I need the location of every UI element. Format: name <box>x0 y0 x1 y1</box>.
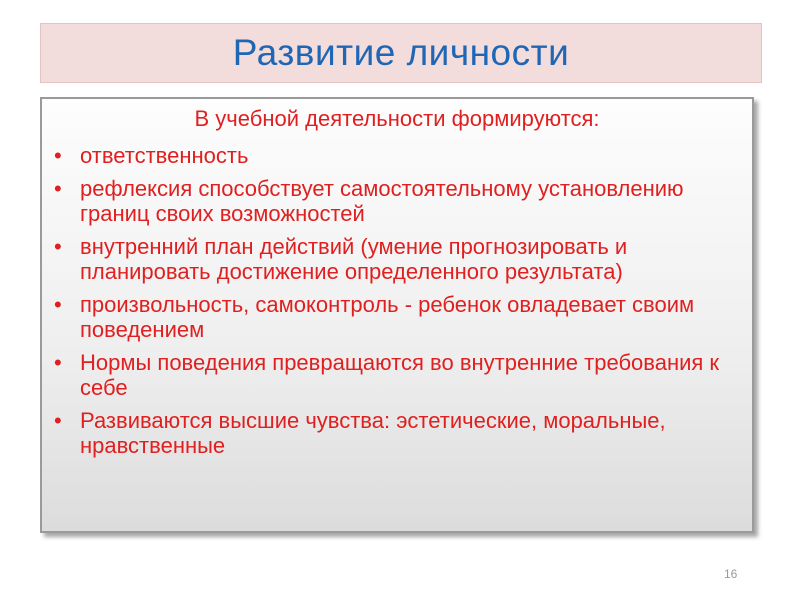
list-item-text: Нормы поведения превращаются во внутренние требования к себе <box>80 350 720 400</box>
bullet-icon: • <box>54 292 62 317</box>
bullet-icon: • <box>54 176 62 201</box>
list-item <box>42 408 752 458</box>
bullet-icon: • <box>54 143 62 168</box>
list-item <box>42 176 752 226</box>
list-item-text: ответственность <box>80 143 249 168</box>
list-item <box>42 143 752 168</box>
list-item-text: рефлексия способствует самостоятельному установлению границ своих возможностей <box>80 176 684 226</box>
slide-title: Развитие личности <box>232 32 570 73</box>
list-item <box>42 350 752 400</box>
content-panel <box>40 97 754 533</box>
list-item-text: внутренний план действий (умение прогнозировать и планировать достижение определенного результата) <box>80 234 628 284</box>
list-item <box>42 234 752 284</box>
list-item-text: Развиваются высшие чувства: эстетические, моральные, нравственные <box>80 408 666 458</box>
bullet-icon: • <box>54 408 62 433</box>
list-item-text: произвольность, самоконтроль - ребенок овладевает своим поведением <box>80 292 695 342</box>
bullet-icon: • <box>54 350 62 375</box>
list-item <box>42 292 752 342</box>
title-banner <box>40 23 762 83</box>
bullet-icon: • <box>54 234 62 259</box>
content-subtitle: В учебной деятельности формируются: <box>194 106 600 131</box>
page-number: 16 <box>724 567 738 581</box>
bullet-list <box>42 143 752 466</box>
